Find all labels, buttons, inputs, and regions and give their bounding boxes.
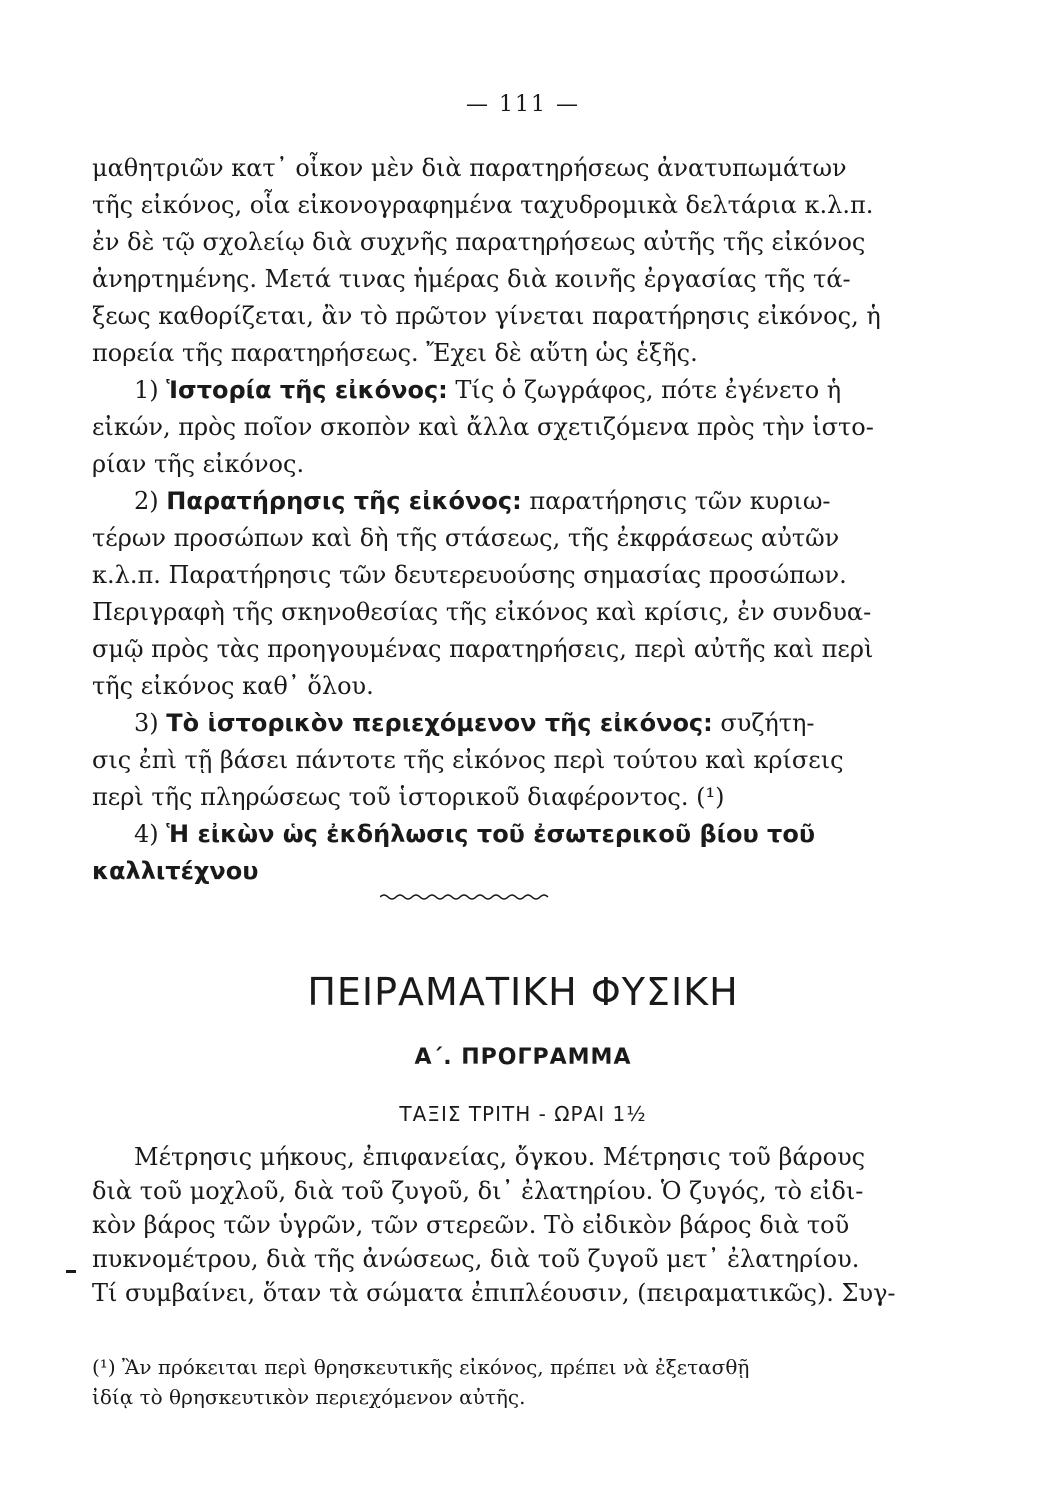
line-text: Περιγραφὴ τῆς σκηνοθεσίας τῆς εἰκόνος καὶ κρίσις, ἐν συνδυα- xyxy=(92,598,872,626)
line-text: σμῷ πρὸς τὰς προηγουμένας παρατηρήσεις, περὶ αὐτῆς καὶ περὶ xyxy=(92,635,874,663)
line-text: ἐν δὲ τῷ σχολείῳ διὰ συχνῆς παρατηρήσεως αὐτῆς τῆς εἰκόνος xyxy=(92,228,866,256)
text-line xyxy=(92,742,954,779)
line-text: ἀνηρτημένης. Μετά τινας ἡμέρας διὰ κοινῆς ἐργασίας τῆς τά- xyxy=(92,265,851,293)
section-title: ΠΕΙΡΑΜΑΤΙΚΗ ΦΥΣΙΚΗ xyxy=(307,970,739,1014)
line-text: εἰκών, πρὸς ποῖον σκοπὸν καὶ ἄλλα σχετιζόμενα πρὸς τὴν ἱστο- xyxy=(92,413,874,441)
text-line xyxy=(92,594,954,631)
line-text: σις ἐπὶ τῇ βάσει πάντοτε τῆς εἰκόνος περὶ τούτου καὶ κρίσεις xyxy=(92,746,844,774)
text-line xyxy=(92,779,954,816)
line-text: Τίς ὁ ζωγράφος, πότε ἐγένετο ἡ xyxy=(455,376,842,404)
item-heading: καλλιτέχνου xyxy=(92,857,259,885)
text-line xyxy=(92,520,954,557)
line-text: κ.λ.π. Παρατήρησις τῶν δευτερευούσης σημασίας προσώπων. xyxy=(92,561,847,589)
text-line xyxy=(92,1242,954,1276)
text-line xyxy=(92,1276,954,1310)
item-heading: Ἱστορία τῆς εἰκόνος: xyxy=(166,376,448,404)
text-line xyxy=(92,483,954,520)
text-line xyxy=(92,335,954,372)
item-heading: Ἡ εἰκὼν ὡς ἐκδήλωσις τοῦ ἐσωτερικοῦ βίου τοῦ xyxy=(166,820,816,848)
text-line xyxy=(92,1174,954,1208)
line-text: Μέτρησις μήκους, ἐπιφανείας, ὄγκου. Μέτρησις τοῦ βάρους xyxy=(134,1143,866,1171)
text-line xyxy=(92,261,954,298)
program-heading: Α΄. ΠΡΟΓΡΑΜΜΑ xyxy=(414,1045,632,1070)
line-text: τέρων προσώπων καὶ δὴ τῆς στάσεως, τῆς ἐκφράσεως αὐτῶν xyxy=(92,524,840,552)
item-heading: Τὸ ἱστορικὸν περιεχόμενον τῆς εἰκόνος: xyxy=(166,709,713,737)
item-number: 4) xyxy=(134,820,167,848)
item-heading: Παρατήρησις τῆς εἰκόνος: xyxy=(166,487,522,515)
text-line xyxy=(92,187,954,224)
line-text: τῆς εἰκόνος καθ᾽ ὅλου. xyxy=(92,672,374,700)
line-text: μαθητριῶν κατ᾽ οἶκον μὲν διὰ παρατηρήσεως ἀνατυπωμάτων xyxy=(92,154,847,182)
class-heading: ΤΑΞΙΣ ΤΡΙΤΗ - ΩΡΑΙ 1½ xyxy=(399,1102,647,1126)
line-text: κὸν βάρος τῶν ὑγρῶν, τῶν στερεῶν. Τὸ εἰδικὸν βάρος διὰ τοῦ xyxy=(92,1211,850,1239)
text-line xyxy=(92,1140,954,1174)
text-line xyxy=(92,853,954,890)
text-line xyxy=(92,1208,954,1242)
text-line xyxy=(92,224,954,261)
margin-mark xyxy=(66,1270,76,1273)
line-text: Τί συμβαίνει, ὅταν τὰ σώματα ἐπιπλέουσιν, (πειραματικῶς). Συγ- xyxy=(92,1279,896,1307)
footnote-text: ἰδίᾳ τὸ θρησκευτικὸν περιεχόμενον αὐτῆς. xyxy=(92,1385,526,1409)
text-line xyxy=(92,705,954,742)
line-text: διὰ τοῦ μοχλοῦ, διὰ τοῦ ζυγοῦ, δι᾽ ἐλατηρίου. Ὁ ζυγός, τὸ εἰδι- xyxy=(92,1177,864,1205)
text-line xyxy=(92,816,954,853)
line-text: πυκνομέτρου, διὰ τῆς ἀνώσεως, διὰ τοῦ ζυγοῦ μετ᾽ ἐλατηρίου. xyxy=(92,1245,860,1273)
text-line xyxy=(92,150,954,187)
ornamental-divider xyxy=(380,893,550,901)
text-line xyxy=(92,446,954,483)
footnote-text: Ἂν πρόκειται περὶ θρησκευτικῆς εἰκόνος, πρέπει νὰ ἐξετασθῇ xyxy=(121,1355,750,1379)
item-number: 1) xyxy=(134,376,167,404)
footnote-line xyxy=(92,1382,954,1412)
item-number: 3) xyxy=(134,709,167,737)
line-text: ρίαν τῆς εἰκόνος. xyxy=(92,450,305,478)
line-text: παρατήρησις τῶν κυριω- xyxy=(529,487,831,515)
line-text: συζήτη- xyxy=(720,709,815,737)
text-line xyxy=(92,409,954,446)
text-line xyxy=(92,298,954,335)
body-text xyxy=(92,150,954,890)
text-line xyxy=(92,372,954,409)
page-number: — 111 — xyxy=(466,92,580,117)
footnote-line xyxy=(92,1352,954,1382)
line-text: τῆς εἰκόνος, οἷα εἰκονογραφημένα ταχυδρομικὰ δελτάρια κ.λ.π. xyxy=(92,191,874,219)
line-text: ξεως καθορίζεται, ἂν τὸ πρῶτον γίνεται παρατήρησις εἰκόνος, ἡ xyxy=(92,302,881,330)
line-text: περὶ τῆς πληρώσεως τοῦ ἱστορικοῦ διαφέροντος. (¹) xyxy=(92,783,725,811)
footnote-mark: (¹) xyxy=(92,1355,122,1379)
text-line xyxy=(92,631,954,668)
text-line xyxy=(92,668,954,705)
line-text: πορεία τῆς παρατηρήσεως. Ἔχει δὲ αὕτη ὡς ἑξῆς. xyxy=(92,339,698,367)
text-line xyxy=(92,557,954,594)
program-text xyxy=(92,1140,954,1310)
item-number: 2) xyxy=(134,487,167,515)
footnotes xyxy=(92,1352,954,1412)
